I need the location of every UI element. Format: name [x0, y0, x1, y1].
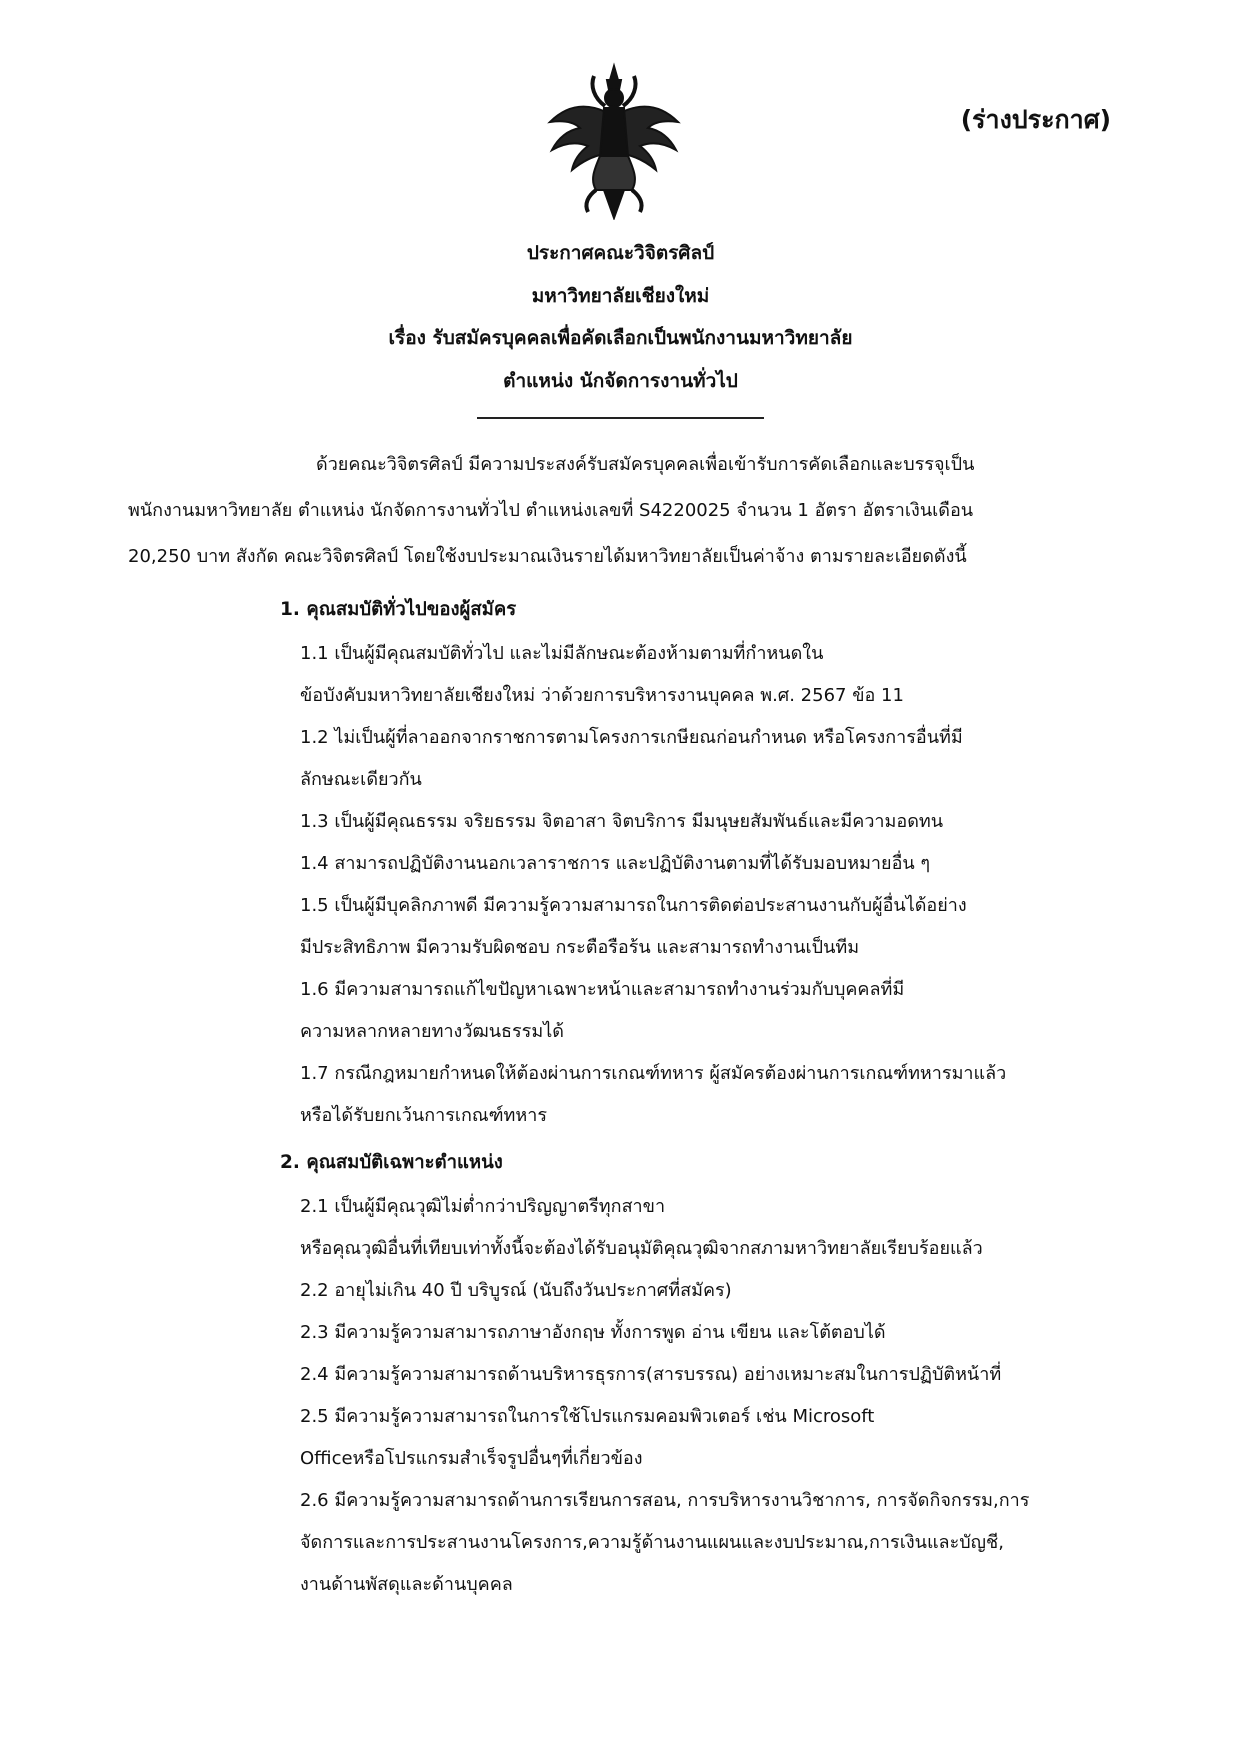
section-1-line: ลักษณะเดียวกัน: [300, 769, 422, 790]
section-1-line: 1.1 เป็นผู้มีคุณสมบัติทั่วไป และไม่มีลักษณะต้องห้ามตามที่กำหนดใน: [300, 643, 824, 664]
section-1-title: 1. คุณสมบัติทั่วไปของผู้สมัคร: [280, 599, 517, 620]
section-2-line: 2.3 มีความรู้ความสามารถภาษาอังกฤษ ทั้งการพูด อ่าน เขียน และโต้ตอบได้: [300, 1322, 886, 1343]
section-1-line: ข้อบังคับมหาวิทยาลัยเชียงใหม่ ว่าด้วยการบริหารงานบุคคล พ.ศ. 2567 ข้อ 11: [300, 685, 904, 706]
section-1-line: ความหลากหลายทางวัฒนธรรมได้: [300, 1021, 564, 1042]
section-2-line: จัดการและการประสานงานโครงการ,ความรู้ด้านงานแผนและงบประมาณ,การเงินและบัญชี,: [300, 1532, 1004, 1553]
section-1-line: 1.7 กรณีกฎหมายกำหนดให้ต้องผ่านการเกณฑ์ทหาร ผู้สมัครต้องผ่านการเกณฑ์ทหารมาแล้ว: [300, 1063, 1007, 1084]
section-2-line: 2.2 อายุไม่เกิน 40 ปี บริบูรณ์ (นับถึงวันประกาศที่สมัคร): [300, 1280, 732, 1301]
section-1-line: 1.4 สามารถปฏิบัติงานนอกเวลาราชการ และปฏิบัติงานตามที่ได้รับมอบหมายอื่น ๆ: [300, 853, 931, 874]
section-2-title: 2. คุณสมบัติเฉพาะตำแหน่ง: [280, 1152, 503, 1173]
garuda-emblem-icon: [544, 62, 684, 220]
section-2-line: 2.4 มีความรู้ความสามารถด้านบริหารธุรการ(สารบรรณ) อย่างเหมาะสมในการปฏิบัติหน้าที่: [300, 1364, 1002, 1385]
section-2-line: Officeหรือโปรแกรมสำเร็จรูปอื่นๆที่เกี่ยวข้อง: [300, 1448, 643, 1469]
announcement-title: ประกาศคณะวิจิตรศิลป์: [526, 242, 715, 264]
section-1-line: 1.6 มีความสามารถแก้ไขปัญหาเฉพาะหน้าและสามารถทำงานร่วมกับบุคคลที่มี: [300, 979, 905, 1000]
intro-line-1: ด้วยคณะวิจิตรศิลป์ มีความประสงค์รับสมัครบุคคลเพื่อเข้ารับการคัดเลือกและบรรจุเป็น: [316, 454, 975, 475]
intro-paragraph: [128, 442, 1118, 580]
section-1-line: 1.5 เป็นผู้มีบุคลิกภาพดี มีความรู้ความสามารถในการติดต่อประสานงานกับผู้อื่นได้อย่าง: [300, 895, 967, 916]
section-1-line: 1.3 เป็นผู้มีคุณธรรม จริยธรรม จิตอาสา จิตบริการ มีมนุษยสัมพันธ์และมีความอดทน: [300, 811, 944, 832]
intro-line-3: 20,250 บาท สังกัด คณะวิจิตรศิลป์ โดยใช้งบประมาณเงินรายได้มหาวิทยาลัยเป็นค่าจ้าง ตามรายละเอียดดังนี้: [128, 546, 967, 567]
university-name: มหาวิทยาลัยเชียงใหม่: [531, 285, 710, 307]
section-1-line: หรือได้รับยกเว้นการเกณฑ์ทหาร: [300, 1105, 548, 1126]
header-divider: [477, 417, 764, 419]
section-2-line: 2.6 มีความรู้ความสามารถด้านการเรียนการสอน, การบริหารงานวิชาการ, การจัดกิจกรรม,การ: [300, 1490, 1030, 1511]
position-title: ตำแหน่ง นักจัดการงานทั่วไป: [503, 370, 738, 392]
section-1-line: มีประสิทธิภาพ มีความรับผิดชอบ กระตือรือร้น และสามารถทำงานเป็นทีม: [300, 937, 860, 958]
intro-line-2: พนักงานมหาวิทยาลัย ตำแหน่ง นักจัดการงานทั่วไป ตำแหน่งเลขที่ S4220025 จำนวน 1 อัตรา อัตราเงินเดือน: [128, 500, 974, 521]
section-2-line: 2.1 เป็นผู้มีคุณวุฒิไม่ต่ำกว่าปริญญาตรีทุกสาขา: [300, 1196, 666, 1217]
section-1-line: 1.2 ไม่เป็นผู้ที่ลาออกจากราชการตามโครงการเกษียณก่อนกำหนด หรือโครงการอื่นที่มี: [300, 727, 963, 748]
announcement-subject: เรื่อง รับสมัครบุคคลเพื่อคัดเลือกเป็นพนักงานมหาวิทยาลัย: [388, 327, 853, 349]
section-2-line: งานด้านพัสดุและด้านบุคคล: [300, 1574, 513, 1595]
section-2-line: 2.5 มีความรู้ความสามารถในการใช้โปรแกรมคอมพิวเตอร์ เช่น Microsoft: [300, 1406, 875, 1427]
draft-label: (ร่างประกาศ): [960, 105, 1111, 134]
section-2-line: หรือคุณวุฒิอื่นที่เทียบเท่าทั้งนี้จะต้องได้รับอนุมัติคุณวุฒิจากสภามหาวิทยาลัยเรียบร้อยแล้ว: [300, 1238, 983, 1259]
